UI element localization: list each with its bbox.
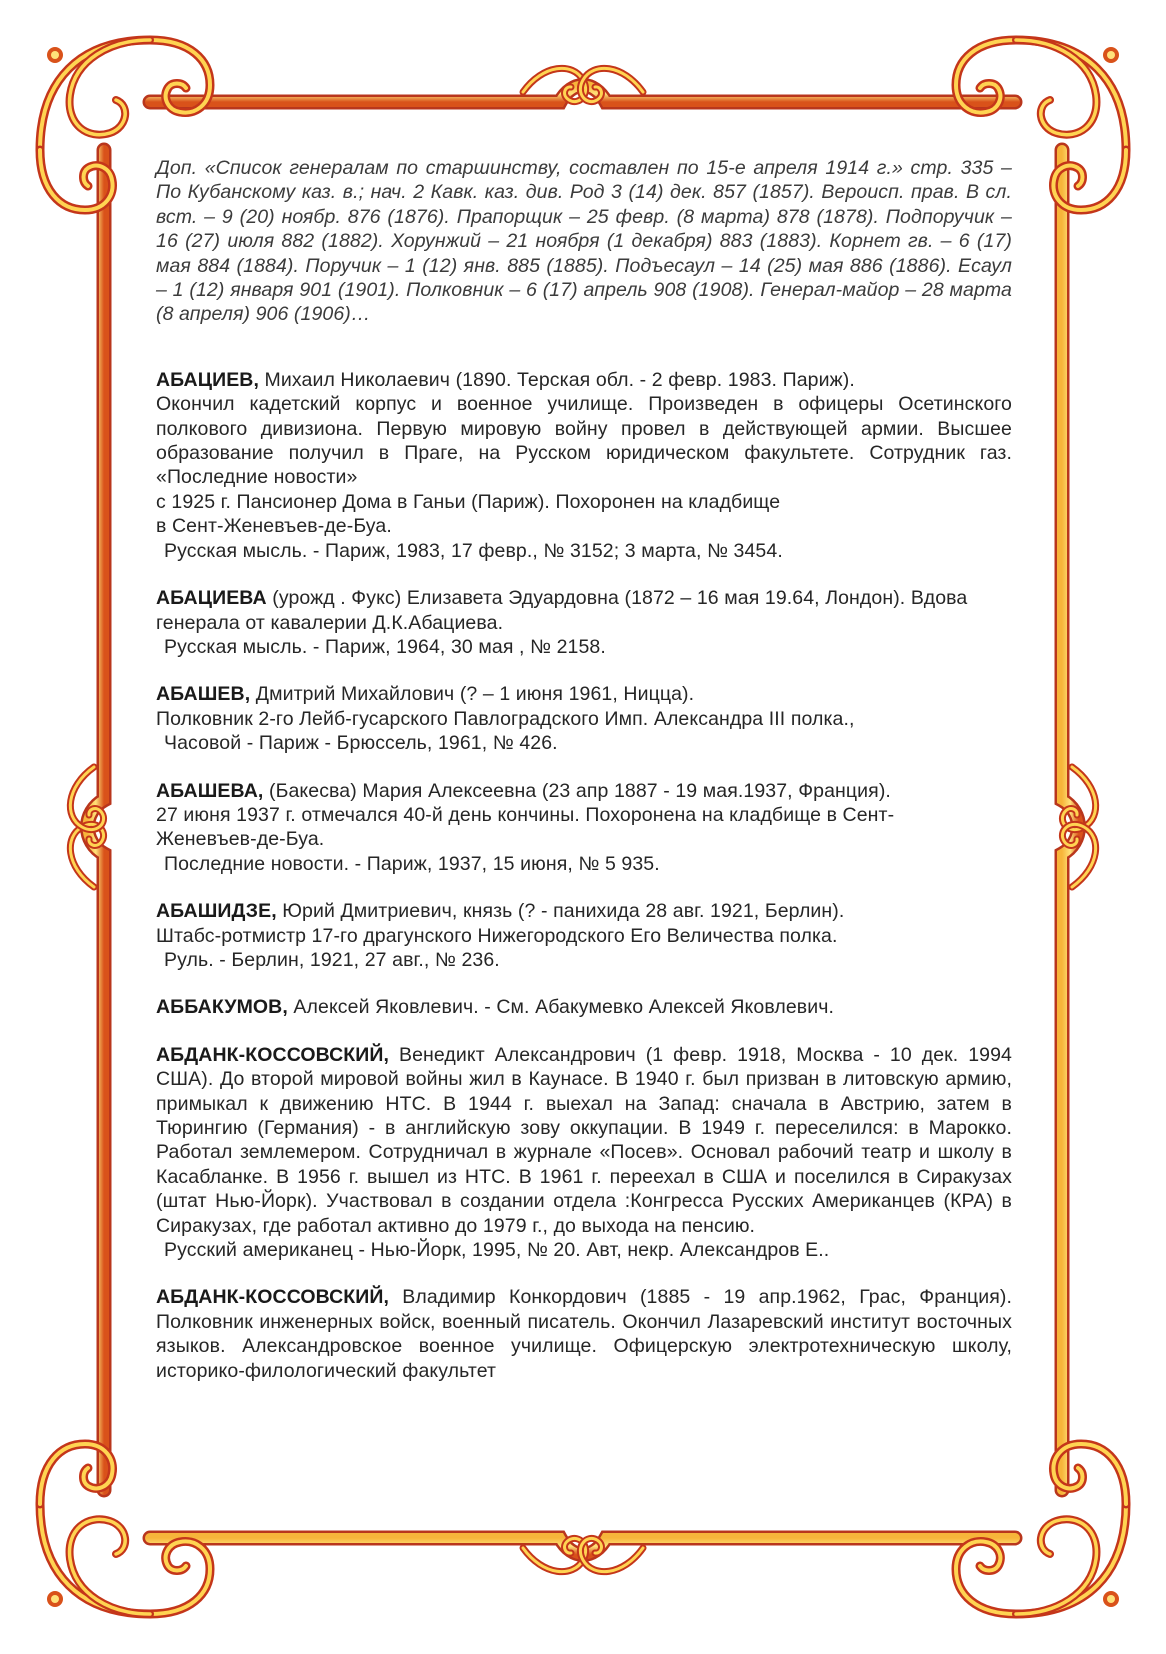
intro-paragraph: Доп. «Список генералам по старшинству, составлен по 15-е апреля 1914 г.» стр. 335 – По Кубанскому каз. в.; нач. 2 Кавк. каз. див. Род 3 (14) дек. 857 (1857). Вероисп. прав. В сл. вст. – 9 (20) ноябр. 876 (1876). Прапорщик – 25 февр. (8 марта) 878 (1878). Подпоручик – 16 (27) июля 882 (1882). Хорунжий – 21 ноября (1 декабря) 883 (1883). Корнет гв. – 6 (17) мая 884 (1884). Поручик – 1 (12) янв. 885 (1885). Подъесаул – 14 (25) мая 886 (1886). Есаул – 1 (12) января 901 (1901). Полковник – 6 (17) апрель 908 (1908). Генерал-майор – 28 марта (8 апреля) 906 (1906)… <box>156 157 1012 326</box>
entry-paragraph <box>156 1043 1012 1238</box>
entry-name: АБАШИДЗЕ, <box>156 900 277 923</box>
entry-line: 27 июня 1937 г. отмечался 40-й день кончины. Похоронена на кладбище в Сент- <box>156 803 895 826</box>
entry-line: Штабс-ротмистр 17-го драгунского Нижегородского Его Величества полка. <box>156 924 838 947</box>
entry-name: АБАШЕВ, <box>156 683 251 706</box>
entry-source: Русская мысль. - Париж, 1964, 30 мая , № 2158. <box>164 635 606 658</box>
corner-scroll-bottom-right <box>956 1444 1126 1614</box>
entry-abasheva <box>156 779 1012 877</box>
entry-name: АБАЦИЕВА <box>156 587 267 610</box>
entry-name: АБДАНК-КОССОВСКИЙ, <box>156 1286 390 1309</box>
entry-heading-text: Михаил Николаевич (1890. Терская обл. - 2 февр. 1983. Париж). <box>259 368 855 391</box>
entry-heading-text: Венедикт Александрович (1 февр. 1918, Москва - 10 дек. 1994 США). До второй мировой войны жил в Каунасе. В 1940 г. был призван в литовскую армию, примыкал к движению НТС. В 1944 г. выехал на Запад: сначала в Австрию, затем в Тюрингию (Германия) - в английскую зову оккупации. В 1949 г. переселился: в Марокко. Работал землемером. Сотрудничал в журнале «Посев». Основал рабочий театр и школу в Касабланке. В 1956 г. вышел из НТС. В 1961 г. переехал в США и поселился в Сиракузах (штат Нью-Йорк). Участвовал в создании отдела :Конгресса Русских Американцев (КРА) в Сиракузах, где работал активно до 1979 г., до выхода на пенсию. <box>156 1043 1012 1237</box>
entry-paragraph <box>156 899 1012 923</box>
entry-source: Руль. - Берлин, 1921, 27 авг., № 236. <box>164 948 500 971</box>
entry-heading-text: Владимир Конкордович (1885 - 19 апр.1962, Грас, Франция). Полковник инженерных войск, военный писатель. Окончил Лазаревский институт восточных языков. Александровское военное училище. Офицерскую электротехническую школу, историко-филологический факультет <box>156 1286 1012 1382</box>
entry-abashev <box>156 682 1012 755</box>
entry-heading-text: Алексей Яковлевич. - См. Абакумевко Алексей Яковлевич. <box>287 996 834 1019</box>
entry-biography: Окончил кадетский корпус и военное училище. Произведен в офицеры Осетинского полкового дивизиона. Первую мировую войну провел в действующей армии. Высшее образование получил в Праге, на Русском юридическом факультете. Сотрудник газ. «Последние новости» <box>156 393 1012 489</box>
document-body <box>156 156 1012 1406</box>
entry-abashidze <box>156 899 1012 972</box>
entry-paragraph <box>156 779 1012 803</box>
entry-name: АББАКУМОВ, <box>156 996 288 1019</box>
entry-source: Русский американец - Нью-Йорк, 1995, № 20. Авт, некр. Александров Е.. <box>164 1239 830 1262</box>
entry-paragraph <box>156 682 1012 706</box>
entry-name: АБАШЕВА, <box>156 779 264 802</box>
entry-paragraph <box>156 1285 1012 1383</box>
entry-paragraph <box>156 368 1012 392</box>
entry-source: Русская мысль. - Париж, 1983, 17 февр., № 3152; 3 марта, № 3454. <box>164 539 783 562</box>
entry-line: Полковник 2-го Лейб-гусарского Павлоградского Имп. Александра III полка., <box>156 707 855 730</box>
entry-paragraph <box>156 995 1012 1019</box>
entry-abatsiev <box>156 368 1012 563</box>
entry-paragraph <box>156 586 1012 635</box>
entry-name: АБАЦИЕВ, <box>156 368 260 391</box>
entry-source: Часовой - Париж - Брюссель, 1961, № 426. <box>164 732 558 755</box>
entry-abdank-kossovsky-vladimir <box>156 1285 1012 1383</box>
entry-line: Женевъев-де-Буа. <box>156 828 325 851</box>
entry-abatsieva <box>156 586 1012 659</box>
entry-line: с 1925 г. Пансионер Дома в Ганьи (Париж). Похоронен на кладбище <box>156 490 781 513</box>
corner-scroll-bottom-left <box>40 1444 210 1614</box>
entry-heading-text: Юрий Дмитриевич, князь (? - панихида 28 авг. 1921, Берлин). <box>276 900 845 923</box>
entry-heading-text: Дмитрий Михайлович (? – 1 июня 1961, Ницца). <box>250 683 695 706</box>
entry-heading-text: (урожд . Фукс) Елизавета Эдуардовна (1872 – 16 мая 19.64, Лондон). Вдова генерала от кавалерии Д.К.Абациева. <box>156 587 968 634</box>
entry-abbakumov <box>156 995 1012 1019</box>
entry-name: АБДАНК-КОССОВСКИЙ, <box>156 1043 390 1066</box>
entry-line: в Сент-Женевъев-де-Буа. <box>156 515 392 538</box>
entry-source: Последние новости. - Париж, 1937, 15 июня, № 5 935. <box>164 852 660 875</box>
entry-abdank-kossovsky-venedikt <box>156 1043 1012 1263</box>
entry-heading-text: (Бакесва) Мария Алексеевна (23 апр 1887 - 19 мая.1937, Франция). <box>263 779 891 802</box>
